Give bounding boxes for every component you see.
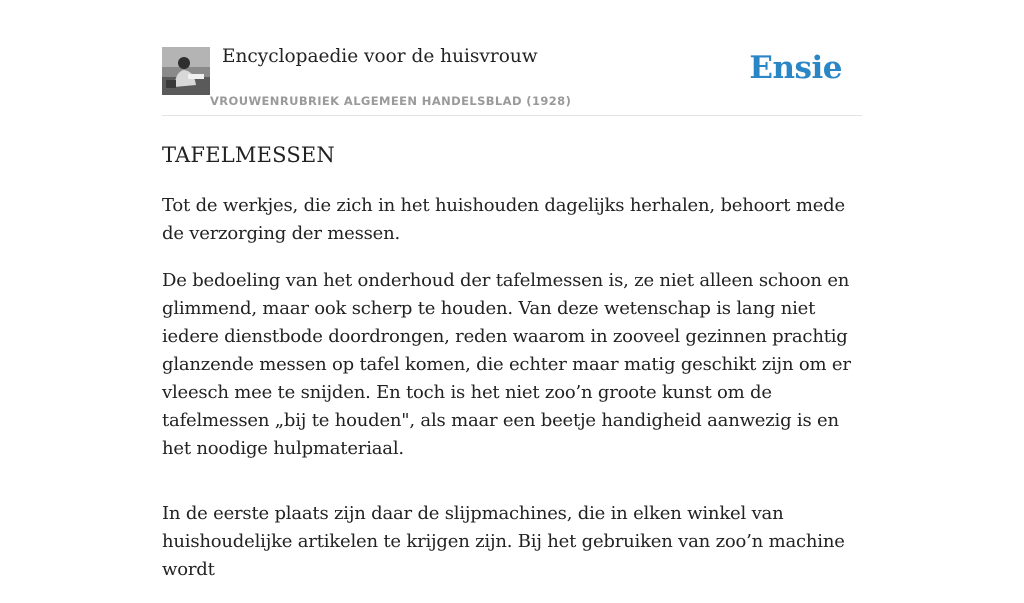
brand-logo[interactable]: Ensie xyxy=(749,50,842,86)
portrait-photo-icon[interactable] xyxy=(162,47,210,95)
site-title[interactable]: Encyclopaedie voor de huisvrouw xyxy=(222,46,538,67)
article-paragraph: De bedoeling van het onderhoud der tafelmessen is, ze niet alleen schoon en glimmend, maar ook scherp te houden. Van deze wetenschap is lang niet iedere dienstbode doordrongen, reden waarom in zooveel gezinnen prachtig glanzende messen op tafel komen, die echter maar matig geschikt zijn om er vleesch mee te snijden. En toch is het niet zoo’n groote kunst om de tafelmessen „bij te houden", als maar een beetje handigheid aanwezig is en het noodige hulpmateriaal. xyxy=(162,270,851,459)
site-subtitle: VROUWENRUBRIEK ALGEMEEN HANDELSBLAD (1928) xyxy=(210,94,572,108)
article-title: TAFELMESSEN xyxy=(162,143,336,167)
article-paragraph: Tot de werkjes, die zich in het huishouden dagelijks herhalen, behoort mede de verzorging der messen. xyxy=(162,195,845,244)
avatar-image xyxy=(162,47,210,95)
site-header xyxy=(162,44,862,116)
article-paragraph: In de eerste plaats zijn daar de slijpmachines, die in elken winkel van huishoudelijke artikelen te krijgen zijn. Bij het gebruiken van zoo’n machine wordt xyxy=(162,503,845,580)
article xyxy=(162,140,862,603)
